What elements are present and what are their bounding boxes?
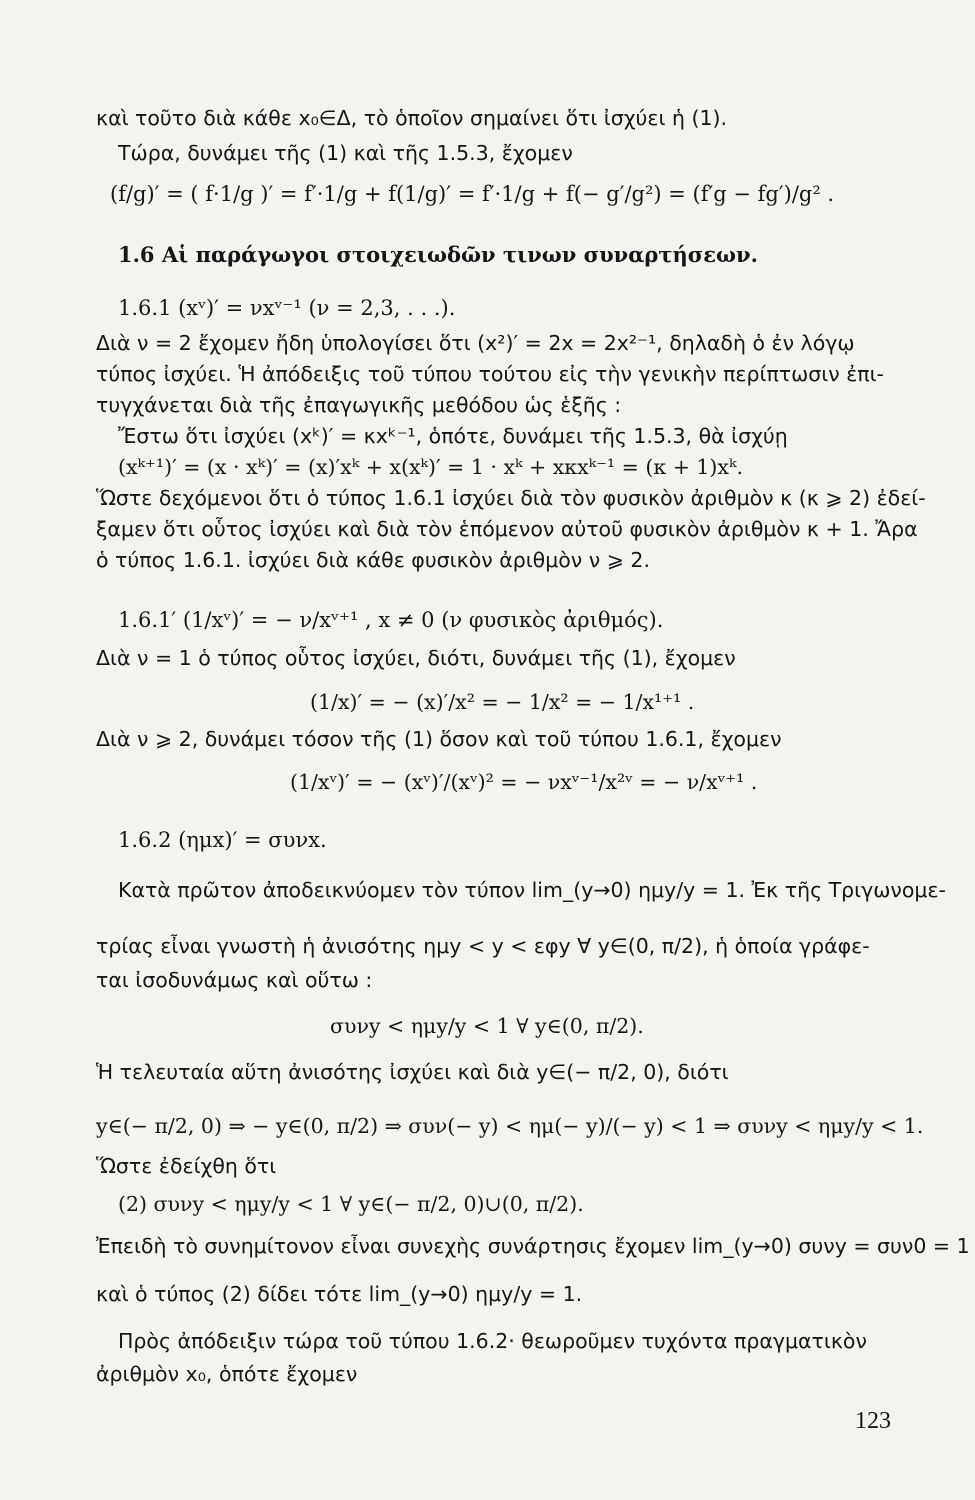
text-line-12: Διὰ ν = 1 ὁ τύπος οὗτος ἰσχύει, διότι, δυνάμει τῆς (1), ἔχομεν xyxy=(96,646,736,670)
text-line-13: Διὰ ν ⩾ 2, δυνάμει τόσον τῆς (1) ὅσον καὶ τοῦ τύπου 1.6.1, ἔχομεν xyxy=(96,727,782,751)
text-line-5: τύπος ἰσχύει. Ἡ ἀπόδειξις τοῦ τύπου τούτου εἰς τὴν γενικὴν περίπτωσιν ἐπι- xyxy=(96,362,884,386)
text-line-21: Ὥστε ἐδείχθη ὅτι xyxy=(96,1154,277,1178)
page-number: 123 xyxy=(855,1408,891,1434)
quotient-rule-formula: (f/g)′ = ( f·1/g )′ = f′·1/g + f(1/g)′ = f′·1/g + f(− g′/g²) = (f′g − fg′)/g² . xyxy=(110,182,835,206)
text-line-24: καὶ ὁ τύπος (2) δίδει τότε lim_(y→0) ημy/y = 1. xyxy=(96,1282,583,1306)
text-line-2: Τώρα, δυνάμει τῆς (1) καὶ τῆς 1.5.3, ἔχομεν xyxy=(118,141,573,165)
formula-nu-ge-2: (1/xᵛ)′ = − (xᵛ)′/(xᵛ)² = − νxᵛ⁻¹/x²ᵛ = − ν/xᵛ⁺¹ . xyxy=(290,770,758,794)
induction-formula: (xᵏ⁺¹)′ = (x · xᵏ)′ = (x)′xᵏ + x(xᵏ)′ = 1 · xᵏ + xκxᵏ⁻¹ = (κ + 1)xᵏ. xyxy=(118,455,743,479)
text-line-23: Ἐπειδὴ τὸ συνημίτονον εἶναι συνεχὴς συνάρτησις ἔχομεν lim_(y→0) συνy = συν0 = 1 xyxy=(96,1234,970,1258)
formula-1-6-1: 1.6.1 (xᵛ)′ = νxᵛ⁻¹ (ν = 2,3, . . .). xyxy=(118,296,456,320)
section-heading: 1.6 Αἱ παράγωγοι στοιχειωδῶν τινων συναρτήσεων. xyxy=(118,242,758,267)
text-line-10: ξαμεν ὅτι οὗτος ἰσχύει καὶ διὰ τὸν ἑπόμενον αὐτοῦ φυσικὸν ἀριθμὸν κ + 1. Ἄρα xyxy=(96,517,918,541)
text-line-7: Ἔστω ὅτι ἰσχύει (xᵏ)′ = κxᵏ⁻¹, ὁπότε, δυνάμει τῆς 1.5.3, θὰ ἰσχύῃ xyxy=(118,424,788,448)
formula-1-6-2: 1.6.2 (ημx)′ = συνx. xyxy=(118,828,327,852)
text-line-25: Πρὸς ἀπόδειξιν τώρα τοῦ τύπου 1.6.2· θεωροῦμεν τυχόντα πραγματικὸν xyxy=(118,1329,867,1353)
text-line-15: Κατὰ πρῶτον ἀποδεικνύομεν τὸν τύπον lim_(y→0) ημy/y = 1. Ἐκ τῆς Τριγωνομε- xyxy=(118,878,946,902)
text-line-19: Ἡ τελευταία αὕτη ἀνισότης ἰσχύει καὶ διὰ y∈(− π/2, 0), διότι xyxy=(96,1060,729,1084)
text-line-17: ται ἰσοδυνάμως καὶ οὕτω : xyxy=(96,968,373,992)
text-line-16: τρίας εἶναι γνωστὴ ἡ ἀνισότης ημy < y < εφy ∀ y∈(0, π/2), ἡ ὁποία γράφε- xyxy=(96,934,870,958)
formula-nu-1: (1/x)′ = − (x)′/x² = − 1/x² = − 1/x¹⁺¹ . xyxy=(310,690,695,714)
text-line-9: Ὥστε δεχόμενοι ὅτι ὁ τύπος 1.6.1 ἰσχύει διὰ τὸν φυσικὸν ἀριθμὸν κ (κ ⩾ 2) ἐδεί- xyxy=(96,486,926,510)
inequality-2: (2) συνy < ημy/y < 1 ∀ y∈(− π/2, 0)∪(0, π/2). xyxy=(118,1192,584,1216)
text-line-11: ὁ τύπος 1.6.1. ἰσχύει διὰ κάθε φυσικὸν ἀριθμὸν ν ⩾ 2. xyxy=(96,548,650,572)
text-line-26: ἀριθμὸν x₀, ὁπότε ἔχομεν xyxy=(96,1362,358,1386)
inequality-formula: συνy < ημy/y < 1 ∀ y∈(0, π/2). xyxy=(330,1014,644,1038)
text-line-4: Διὰ ν = 2 ἔχομεν ἤδη ὑπολογίσει ὅτι (x²)′ = 2x = 2x²⁻¹, δηλαδὴ ὁ ἐν λόγῳ xyxy=(96,331,855,355)
text-line-1: καὶ τοῦτο διὰ κάθε x₀∈Δ, τὸ ὁποῖον σημαίνει ὅτι ἰσχύει ἡ (1). xyxy=(96,106,728,130)
text-line-6: τυγχάνεται διὰ τῆς ἐπαγωγικῆς μεθόδου ὡς ἑξῆς : xyxy=(96,393,622,417)
implication-formula: y∈(− π/2, 0) ⇒ − y∈(0, π/2) ⇒ συν(− y) < ημ(− y)/(− y) < 1 ⇒ συνy < ημy/y < 1. xyxy=(96,1114,924,1138)
formula-1-6-1-prime: 1.6.1′ (1/xᵛ)′ = − ν/xᵛ⁺¹ , x ≠ 0 (ν φυσικὸς ἀριθμός). xyxy=(118,608,664,632)
